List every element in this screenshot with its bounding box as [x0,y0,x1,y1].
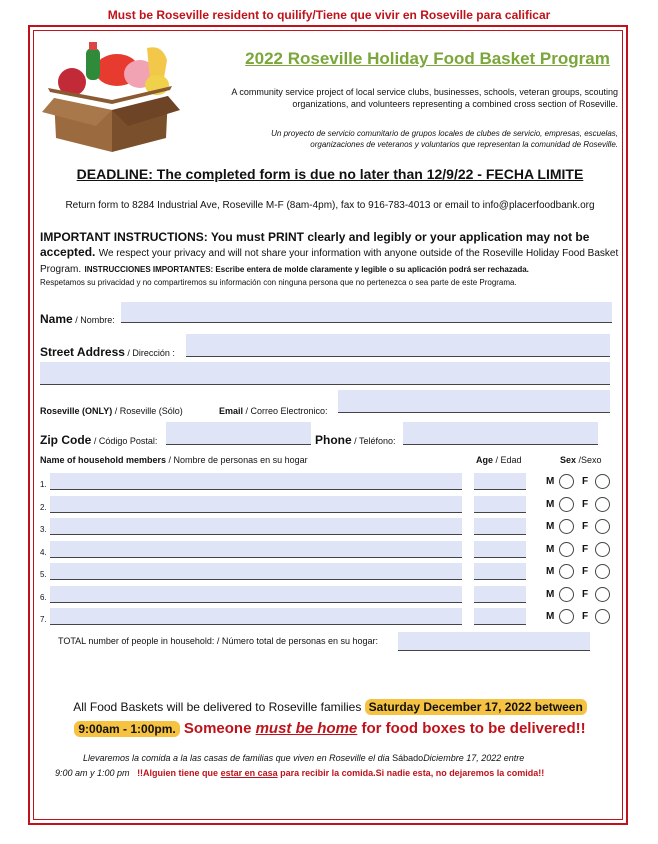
delivery-warn-pre: Someone [179,720,256,737]
member-age-field[interactable] [474,563,526,580]
female-radio[interactable] [595,564,610,579]
male-label: M [546,498,555,510]
female-label: F [582,543,589,555]
female-label: F [582,588,589,600]
row-number: 3. [40,525,47,534]
zip-label-es: / Código Postal: [91,436,158,446]
street-field-line2[interactable] [40,362,610,385]
delivery-info-es [55,751,610,781]
privacy-en: We respect your privacy and will not share your information with anyone outside of the Roseville Holiday Food Basket Program. [40,248,619,275]
delivery-es-date: Diciembre 17, 2022 [423,753,502,763]
female-radio[interactable] [595,587,610,602]
male-radio[interactable] [559,609,574,624]
age-header [476,455,522,465]
privacy-es: Respetamos su privacidad y no compartiremos su información con ninguna persona que no pertenezca o sea parte de este Programa. [40,278,517,287]
name-label-es: / Nombre: [72,315,115,325]
member-age-field[interactable] [474,586,526,603]
members-header [40,455,308,465]
male-radio[interactable] [559,542,574,557]
delivery-intro: All Food Baskets will be delivered to Roseville families [73,700,365,714]
row-number: 4. [40,547,47,557]
female-label: F [582,611,589,622]
delivery-es-warn-em: estar en casa [220,768,278,778]
delivery-es-entre: entre [501,753,525,763]
street-label-group [40,343,175,361]
description-es: Un proyecto de servicio comunitario de grupos locales de clubes de servicio, empresas, escuelas, organizaciones de veteranos y voluntarios que representan la comunidad de Roseville. [271,129,618,149]
delivery-es-time: 9:00 am y 1:00 pm [55,768,130,778]
female-radio[interactable] [595,542,610,557]
delivery-es-warn-post: para recibir la comida.Si nadie esta, no dejaremos la comida!! [277,768,545,778]
program-title: 2022 Roseville Holiday Food Basket Program [245,49,610,68]
male-radio[interactable] [559,564,574,579]
male-label: M [546,588,555,600]
female-label: F [582,566,589,577]
sex-label: Sex [560,455,577,465]
delivery-warn-post: for food boxes to be delivered!! [357,720,586,737]
total-field[interactable] [398,632,590,651]
female-label: F [582,498,589,510]
male-radio[interactable] [559,497,574,512]
roseville-label: Roseville (ONLY) [40,406,113,416]
email-label-group [219,401,328,419]
zip-field[interactable] [166,422,311,445]
member-age-field[interactable] [474,541,526,558]
roseville-label-group [40,401,183,419]
member-age-field[interactable] [474,473,526,490]
deadline-heading: DEADLINE: The completed form is due no later than 12/9/22 - FECHA LIMITE [76,166,584,182]
delivery-es-text: Llevaremos la comida a la las casas de familias que viven en Roseville el dia [83,753,393,763]
email-label-es: / Correo Electronico: [243,406,328,416]
female-label: F [582,476,589,487]
delivery-es-day: Sábado [392,753,424,763]
roseville-label-es: / Roseville (Sólo) [112,406,183,416]
row-number: 2. [40,502,47,512]
delivery-info [40,696,620,740]
male-radio[interactable] [559,519,574,534]
delivery-es-warn-pre: !!Alguien tiene que [137,768,221,778]
age-label-es: / Edad [493,455,522,465]
important-instructions [40,230,622,277]
phone-field[interactable] [403,422,598,445]
row-number: 1. [40,480,47,489]
name-field[interactable] [121,302,612,323]
member-name-field[interactable] [50,586,462,603]
member-age-field[interactable] [474,496,526,513]
delivery-es-line1 [55,751,610,766]
member-name-field[interactable] [50,563,462,580]
street-label: Street Address [40,345,125,359]
member-age-field[interactable] [474,608,526,625]
row-number: 6. [40,592,47,602]
male-radio[interactable] [559,587,574,602]
phone-label-es: / Teléfono: [351,436,396,446]
zip-label: Zip Code [40,433,92,447]
row-number: 5. [40,570,47,579]
female-radio[interactable] [595,497,610,512]
email-label: Email [219,406,244,416]
member-name-field[interactable] [50,541,462,558]
female-radio[interactable] [595,474,610,489]
female-label: F [582,521,589,532]
male-radio[interactable] [559,474,574,489]
instructions-heading: IMPORTANT INSTRUCTIONS: You must PRINT clearly and legibly or your application may not be accepted. [40,230,590,259]
male-label: M [546,476,555,487]
zip-label-group [40,431,157,449]
instructions-heading-es: INSTRUCCIONES IMPORTANTES: Escribe entera de molde claramente y legible o su aplicación podrá ser rechazada. [84,265,529,274]
food-box-icon [42,40,182,155]
members-label: Name of household members [40,455,167,465]
phone-label: Phone [315,433,352,447]
female-radio[interactable] [595,609,610,624]
phone-label-group [315,431,396,449]
return-info: Return form to 8284 Industrial Ave, Roseville M-F (8am-4pm), fax to 916-783-4013 or email to info@placerfoodbank.org [65,200,595,211]
member-name-field[interactable] [50,608,462,625]
residency-banner: Must be Roseville resident to quilify/Tiene que vivir en Roseville para calificar [107,8,551,22]
member-name-field[interactable] [50,496,462,513]
member-name-field[interactable] [50,473,462,490]
name-label-group [40,310,115,328]
street-field[interactable] [186,334,610,357]
male-label: M [546,611,555,622]
total-label: TOTAL number of people in household: / Número total de personas en su hogar: [58,636,379,646]
delivery-es-line2 [55,766,610,781]
female-radio[interactable] [595,519,610,534]
street-label-es: / Dirección : [124,348,175,358]
email-field[interactable] [338,390,610,413]
members-label-es: / Nombre de personas en su hogar [166,455,308,465]
name-label: Name [40,312,73,326]
male-label: M [546,566,555,577]
member-age-field[interactable] [474,518,526,535]
sex-header [560,455,602,465]
delivery-date: Saturday December 17, 2022 between [365,699,587,715]
age-label: Age [476,455,494,465]
description-en: A community service project of local service clubs, businesses, schools, veteran groups, scouting organizations, and volunteers representing a combined cross section of Roseville. [231,87,618,109]
male-label: M [546,543,555,555]
delivery-warn-em: must be home [255,720,358,737]
row-number: 7. [40,615,47,624]
sex-label-es: /Sexo [576,455,602,465]
member-name-field[interactable] [50,518,462,535]
male-label: M [546,521,555,532]
delivery-time: 9:00am - 1:00pm. [74,721,179,737]
